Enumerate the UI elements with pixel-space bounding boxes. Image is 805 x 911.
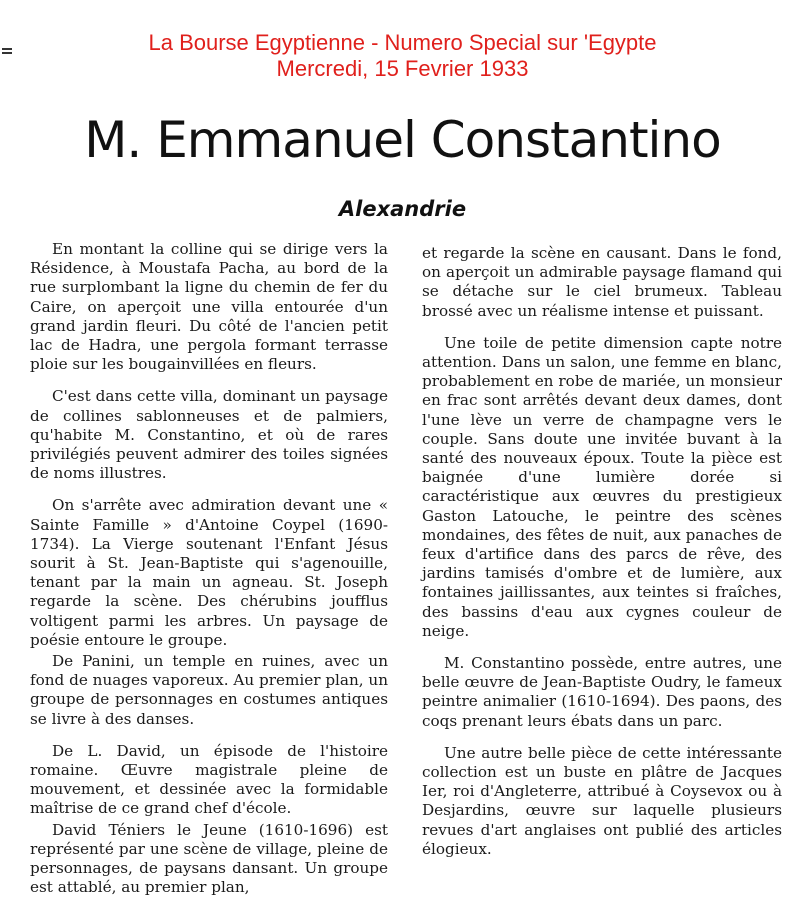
paragraph: On s'arrête avec admiration devant une « Sainte Famille » d'Antoine Coypel (1690-1734). La Vierge soutenant l'Enfant Jésus sourit à St. Jean-Baptiste qui s'agenouille, tenant par la main un agneau. St. Joseph regarde la scène. Des chérubins joufflus voltigent parmi les arbres. Un paysage de poésie entoure le groupe. bbox=[30, 496, 388, 649]
newspaper-header bbox=[0, 30, 805, 82]
paragraph: De L. David, un épisode de l'histoire romaine. Œuvre magistrale pleine de mouvement, et dessinée avec la formidable maîtrise de ce grand chef d'école. bbox=[30, 741, 388, 818]
paragraph: En montant la colline qui se dirige vers la Résidence, à Moustafa Pacha, au bord de la rue surplombant la ligne du chemin de fer du Caire, on aperçoit une villa entourée d'un grand jardin fleuri. Du côté de l'ancien petit lac de Hadra, une pergola formant terrasse ploie sur les bougainvillées en fleurs. bbox=[30, 240, 388, 374]
left-column bbox=[30, 240, 388, 911]
paragraph: David Téniers le Jeune (1610-1696) est représenté par une scène de village, pleine de personnages, de paysans dansant. Un groupe est attablé, au premier plan, bbox=[30, 820, 388, 897]
paragraph: M. Constantino possède, entre autres, une belle œuvre de Jean-Baptiste Oudry, le fameux peintre animalier (1610-1694). Des paons, des coqs prenant leurs ébats dans un parc. bbox=[422, 654, 782, 730]
paragraph: C'est dans cette villa, dominant un paysage de collines sablonneuses et de palmiers, qu'habite M. Constantino, et où de rares privilégiés peuvent admirer des toiles signées de noms illustres. bbox=[30, 387, 388, 483]
paragraph: et regarde la scène en causant. Dans le fond, on aperçoit un admirable paysage flamand qui se détache sur le ciel brumeux. Tableau brossé avec un réalisme intense et puissant. bbox=[422, 244, 782, 320]
article-subtitle: Alexandrie bbox=[338, 197, 467, 221]
header-date: Mercredi, 15 Fevrier 1933 bbox=[276, 56, 529, 81]
article-title: M. Emmanuel Constantino bbox=[84, 111, 721, 169]
right-column bbox=[422, 244, 782, 872]
paragraph: De Panini, un temple en ruines, avec un fond de nuages vaporeux. Au premier plan, un groupe de personnages en costumes antiques se livre à des danses. bbox=[30, 652, 388, 728]
paragraph: Une toile de petite dimension capte notre attention. Dans un salon, une femme en blanc, probablement en robe de mariée, un monsieur en frac sont arrêtés devant deux dames, dont l'une lève un verre de champagne vers le couple. Sans doute une invitée buvant à la santé des nouveaux époux. Toute la pièce est baignée d'une lumière dorée si caractéristique aux œuvres du prestigieux Gaston Latouche, le peintre des scènes mondaines, des fêtes de nuit, aux panaches de feux d'artifice dans des parcs de rêve, des jardins tamisés d'ombre et de lumière, aux fontaines jaillissantes, aux teintes si fraîches, des bassins d'eau aux cygnes couleur de neige. bbox=[422, 333, 782, 640]
header-publication: La Bourse Egyptienne - Numero Special sur 'Egypte bbox=[148, 30, 657, 55]
paragraph: Une autre belle pièce de cette intéressante collection est un buste en plâtre de Jacques Ier, roi d'Angleterre, attribué à Coysevox ou à Desjardins, œuvre sur laquelle plusieurs revues d'art anglaises ont publié des articles élogieux. bbox=[422, 743, 782, 858]
